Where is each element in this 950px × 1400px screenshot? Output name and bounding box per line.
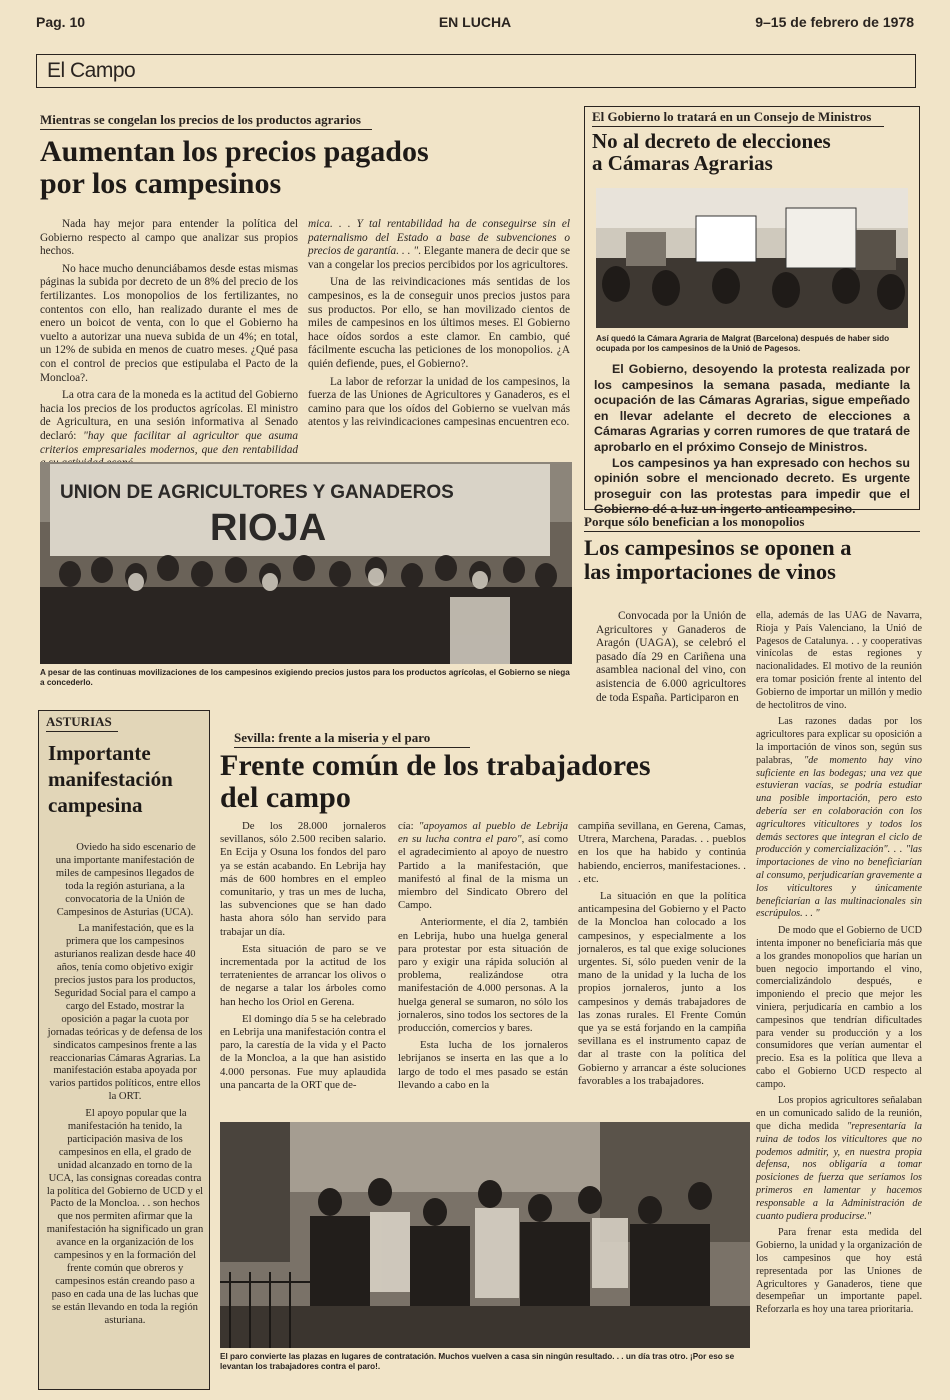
article1-column2 — [308, 218, 570, 434]
paragraph: La manifestación, que es la primera que los campesinos asturianos realizan desde hace 40 años, tenía como objetivo exigir precios justos para los productos, Seguridad Social para el campo a cargo del Estado, mostrar la oposición a pagar la cuota por jornadas teóricas y de defensa de los sindicatos campesinos frente a las reaccionarias Cámaras Agrarias. La manifestación estaba apoyada por varios partidos políticos, entre ellos la ORT. — [47, 923, 203, 1103]
article4-headline-line2: manifestación — [48, 767, 173, 791]
article5-column1 — [220, 820, 386, 1096]
quote: "de momento hay vino suficiente en las bodegas; una vez que estuvieran vacías, se podría estudiar una posible importación, pero esto debería ser en colaboración con los agricultores viticultores y todos los demás sectores que integran el ciclo de producción y comercialización". . . "las importaciones de vino no beneficiarían al consumo, perjudicarían gravemente a los viticultores y únicamente beneficiarían a las multinacionales sin escrúpulos. . . " — [756, 754, 922, 920]
paragraph: El Gobierno, desoyendo la protesta realizada por los campesinos la semana pasada, mediante la ocupación de las Cámaras Agrarias, sigue empeñado en llevar adelante el decreto de elecciones a Cámaras Agrarias y corren rumores de que tratará de aprobarlo en el próximo Consejo de Ministros. — [594, 362, 910, 454]
paragraph: Anteriormente, el día 2, también en Lebrija, hubo una huelga general para protestar por esta situación de paro y exigir una rápida solución al problema, realizándose otra manifestación de 4.000 personas. A la huelga general se sumaron, no sólo los jornaleros, sino todos los sectores de la producción, comercios y bares. — [398, 916, 568, 1035]
article5-headline-line2: del campo — [220, 780, 351, 814]
paragraph: Los propios agricultores señalaban en un comunicado salido de la reunión, que dicha medida "representaría la ruina de todos los viticultores que no podemos admitir, y, en nuestra propia defensa, nos obligaría a tomar posiciones de fuerza que seríamos los primeros en lamentar y hacemos responsable a la Administración de cuanto pudiera producirse." — [756, 1095, 923, 1222]
article5-headline-line1: Frente común de los trabajadores — [220, 749, 651, 782]
article3-headline — [584, 536, 924, 584]
paragraph: Oviedo ha sido escenario de una importante manifestación de miles de campesinos llegados de toda la región asturiana, a la convocatoria de la Unión de Campesinos de Asturias (UCA). — [55, 842, 196, 918]
paragraph: Esta situación de paro se ve incrementada por la actitud de los terratenientes de arrancar los olivos o de negarse a talar los árboles como han hecho los Oriol en Gerena. — [220, 942, 386, 1008]
article2-kicker: El Gobierno lo tratará en un Consejo de Ministros — [592, 109, 884, 127]
article1-column1 — [40, 218, 298, 475]
article2-body — [594, 362, 910, 518]
paragraph: No hace mucho denunciábamos desde estas mismas páginas la subida por decreto de un 8% del precio de los fertilizantes. Los monopolios de los fertilizantes, no contentos con ello, han realizado durante el mes de enero un boicot de venta, con lo que el Gobierno ha vuelto a autorizar una nueva subida de un 4%; en total, un 12% de subida en menos de cuatro meses. ¿Qué pasa con el control de precios que estipulaba el Pacto de la Moncloa?. — [40, 262, 298, 384]
article2-headline — [592, 130, 912, 175]
article4-body — [46, 842, 204, 1332]
paragraph: El domingo día 5 se ha celebrado en Lebrija una manifestación contra el paro, la carestía de la vida y el Pacto de la Moncloa, a la que han asistido 4.000 personas. Fue muy aplaudida una pancarta de la ORT que de- — [220, 1012, 386, 1091]
article4-headline-line1: Importante — [48, 741, 151, 765]
plaza-photo-caption: El paro convierte las plazas en lugares de contratación. Muchos vuelven a casa sin ningún resultado. . . un día tras otro. ¡Por eso se levantan los trabajadores contra el paro!. — [220, 1352, 735, 1371]
camara-agraria-photo-image — [596, 188, 908, 328]
article3-headline-line2: las importaciones de vinos — [584, 558, 836, 584]
plaza-photo — [220, 1122, 750, 1348]
issue-date: 9–15 de febrero de 1978 — [755, 14, 914, 30]
article5-headline — [220, 750, 740, 814]
quote: mica. . . Y tal rentabilidad ha de conseguirse sin el paternalismo del Estado a base de subvenciones o precios de garantía. . . " — [308, 218, 570, 258]
article1-headline-line1: Aumentan los precios pagados — [40, 135, 429, 168]
paragraph: De modo que el Gobierno de UCD intenta imponer no beneficiaría más que a los grandes monopolios que harían un buen negocio importando el vino, comercializándolo después, e imponiendo el precio que mejor les viniera, perjudicaría en cambio a los campesinos que tendrían dificultades para vender su producción y a los consumidores que verían aumentar el precio. Esa es la política que lleva a cabo el Gobierno UCD respecto al campo. — [756, 925, 922, 1090]
quote: "representaría la ruina de todos los viticultores que no podemos admitir, y, en nuestra propia defensa, nos obligaría a tomar posiciones de fuerza que seríamos los primeros en lamentar y hacemos responsable a la Administración de cuanto pudiera producirse." — [756, 1121, 923, 1222]
protest-photo-caption: A pesar de las continuas movilizaciones de los campesinos exigiendo precios justos para los productos agrícolas, el Gobierno se niega a concederlo. — [40, 668, 570, 687]
paragraph: campiña sevillana, en Gerena, Camas, Utrera, Marchena, Paradas. . . pueblos en los que ha habido y continúa habiendo, encierros, manifestaciones. . . etc. — [578, 820, 746, 885]
paragraph: Nada hay mejor para entender la política del Gobierno respecto al campo que analizar sus propios hechos. — [40, 218, 298, 258]
newspaper-name: EN LUCHA — [438, 14, 512, 30]
article5-kicker: Sevilla: frente a la miseria y el paro — [234, 730, 470, 748]
quote: "apoyamos al pueblo de Lebrija en su lucha contra el paro" — [398, 820, 568, 846]
paragraph: De los 28.000 jornaleros sevillanos, sólo 2.500 reciben salario. En Ecija y Osuna los fondos del paro ya se están acabando. En Lebrija hay más de 600 hombres en el empleo comunitario, y tras un mes de lucha, las subvenciones que se han dado hasta ahora sólo han servido para trabajar un día. — [220, 820, 386, 938]
article3-column2 — [756, 610, 922, 1321]
article3-kicker: Porque sólo benefician a los monopolios — [584, 514, 920, 532]
article2-headline-line1: No al decreto de elecciones — [592, 129, 831, 153]
paragraph: Para frenar esta medida del Gobierno, la unidad y la organización de los campesinos que hoy está representada por las Uniones de Agricultores y Ganaderos, tiene que desempeñar un importante papel. Reforzarla es hoy una tarea prioritaria. — [756, 1227, 922, 1316]
paragraph: La labor de reforzar la unidad de los campesinos, la fuerza de las Uniones de Agricultores y Ganaderos, es el camino para que los oídos del Gobierno se vuelvan más atentos y las reivindicaciones campesinas encuentren eco. — [308, 375, 570, 429]
quote: "hay que facilitar al agricultor que asuma criterios empresariales modernos, que den rentabilidad — [40, 429, 298, 456]
paragraph: Los campesinos ya han expresado con hechos su opinión sobre el mencionado decreto. Es urgente proseguir con las protestas para impedir que el Gobierno dé a luz un ingerto anticampesino. — [594, 455, 910, 517]
article2-headline-line2: a Cámaras Agrarias — [592, 151, 773, 176]
article5-column2 — [398, 820, 568, 1096]
camara-agraria-photo — [596, 188, 908, 328]
paragraph: Convocada por la Unión de Agricultores y Ganaderos de Aragón (UAGA), se celebró el pasado día 29 en Cariñena una asamblea nacional del vino, con asistencia de 6.000 agricultores de toda España. Participaron en — [596, 610, 746, 704]
paragraph: La otra cara de la moneda es la actitud del Gobierno hacia los precios de los productos agrícolas. El ministro de Agricultura, en una sesión informativa al Senado declaró: "hay que facilitar al agricultor que asuma criterios empresariales modernos, que den rentabilidad — [40, 389, 298, 471]
paragraph: ella, además de las UAG de Navarra, Rioja y País Valenciano, la Unió de Pagesos de Catalunya. . . y cooperativas vinícolas de estas regiones y nacionalidades. El motivo de la reunión era tomar posición frente al intento del Gobierno de importar un millón y medio de hectolitros de vino. — [756, 610, 922, 711]
article1-headline-line2: por los campesinos — [40, 166, 282, 200]
paragraph: La situación en que la política anticampesina del Gobierno y el Pacto de la Moncloa han colocado a los campesinos, y especialmente a los jornaleros, es tal que exige soluciones urgentes. Sí, sólo pueden venir de la mano de la unidad y la lucha de los propios jornaleros, junto a los campesinos y demás trabajadores de las zonas rurales. El Frente Común que ya se está forjando en la campiña sevillana es el instrumento capaz de dar al traste con la política del Gobierno y arrancar a éste soluciones favorables a los trabajadores. — [578, 890, 746, 1087]
paragraph: Las razones dadas por los agricultores para explicar su oposición a la importación de vinos son, según sus palabras, "de momento hay vino suficiente en las bodegas; una vez que estuvieran vacías, se podría estudiar una posible importación, pero esto debería ser en colaboración con los agricultores viticultores y todos los demás sectores que integran el ciclo de producción y comercialización". . . "las importaciones de vino no beneficiarían al consumo, perjudicarían gravemente a los viticultores y únicamente beneficiarían a las multinacionales sin escrúpulos. . . " — [756, 716, 922, 920]
plaza-photo-image — [220, 1122, 750, 1348]
article5-column3 — [578, 820, 746, 1092]
paragraph: mica. . . Y tal rentabilidad ha de conseguirse sin el paternalismo del Estado a base de subvenciones o precios de garantía. . . ". Elegante manera de decir que se van a congelar los precios percibidos por los agricultores. — [308, 218, 570, 271]
article4-headline — [48, 740, 208, 818]
page-number: Pag. 10 — [36, 14, 86, 30]
camara-agraria-caption: Así quedó la Cámara Agraria de Malgrat (Barcelona) después de haber sido ocupada por los campesinos de la Unió de Pagesos. — [596, 334, 890, 353]
banner-text-2: RIOJA — [210, 507, 327, 549]
protest-photo-image — [40, 462, 572, 664]
article4-kicker: ASTURIAS — [46, 714, 118, 732]
article3-headline-line1: Los campesinos se oponen a — [584, 535, 852, 560]
banner-text-1: UNION DE AGRICULTORES Y GANADEROS — [60, 482, 454, 503]
section-title: El Campo — [36, 54, 916, 88]
protest-photo — [40, 462, 572, 664]
paragraph: El apoyo popular que la manifestación ha tenido, la participación masiva de los campesinos en ella, el grado de unidad alcanzado en torno de la UCA, las consignas coreadas contra la política del Gobierno de UCD y el Pacto de la Moncloa. . . son hechos que nos permiten afirmar que la manifestación ha significado un gran avance en la organización de los campesinos y en la formación del frente común que obreros y campesinos están creando paso a paso en cada una de las luchas que se están llevando en toda la región asturiana. — [46, 1108, 204, 1326]
article4-headline-line3: campesina — [48, 793, 143, 817]
paragraph: cía: "apoyamos al pueblo de Lebrija en su lucha contra el paro", así como el agradecimiento al apoyo de nuestro Partido a la manifestación, que manifestó al final de la misma un miembro del Sindicato Obrero del Campo. — [398, 820, 568, 912]
article3-column1 — [596, 610, 746, 709]
article1-headline — [40, 136, 570, 200]
paragraph: Esta lucha de los jornaleros lebrijanos se inserta en las que a lo largo de todo el mes pasado se están llevando a cabo en la — [398, 1039, 568, 1091]
paragraph: Una de las reivindicaciones más sentidas de los campesinos, es la de conseguir unos precios justos para sus productos. Por ello, se han movilizado cientos de miles de campesinos en los últimos meses. El Gobierno hace oídos sordos a este clamor. En cambio, qué fácilmente escucha las peticiones de los monopolios. ¿A quién defiende, pues, el Gobierno?. — [308, 276, 570, 370]
article1-kicker: Mientras se congelan los precios de los productos agrarios — [40, 112, 372, 130]
